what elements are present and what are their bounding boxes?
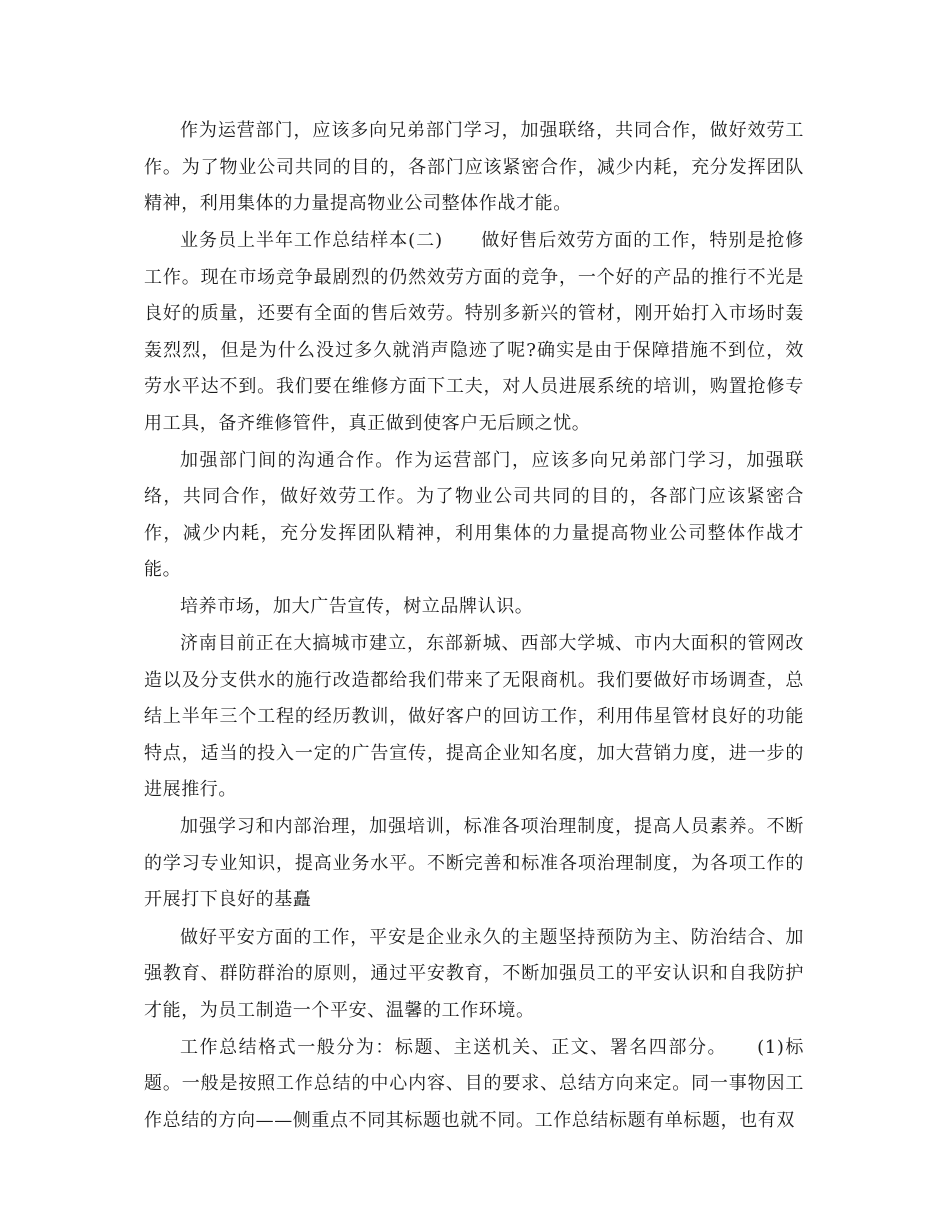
paragraph-1: 作为运营部门，应该多向兄弟部门学习，加强联络，共同合作，做好效劳工作。为了物业公司共同的目的，各部门应该紧密合作，减少内耗，充分发挥团队精神，利用集体的力量提高物业公司整体作战才能。 — [144, 120, 804, 214]
paragraph-4: 培养市场，加大广告宣传，树立品牌认识。 — [180, 596, 534, 618]
document-body — [144, 113, 804, 1140]
paragraph-7: 做好平安方面的工作，平安是企业永久的主题坚持预防为主、防治结合、加强教育、群防群治的原则，通过平安教育，不断加强员工的平安认识和自我防护才能，为员工制造一个平安、温馨的工作环境。 — [144, 926, 804, 1021]
paragraph-3: 加强部门间的沟通合作。作为运营部门，应该多向兄弟部门学习，加强联络，共同合作，做好效劳工作。为了物业公司共同的目的，各部门应该紧密合作，减少内耗，充分发挥团队精神，利用集体的力量提高物业公司整体作战才能。 — [144, 449, 804, 581]
paragraph-2: 业务员上半年工作总结样本(二) 做好售后效劳方面的工作，特别是抢修工作。现在市场竞争最剧烈的仍然效劳方面的竞争，一个好的产品的推行不光是良好的质量，还要有全面的售后效劳。特别多新兴的管材，刚开始打入市场时轰轰烈烈，但是为什么没过多久就消声隐迹了呢?确实是由于保障措施不到位，效劳水平达不到。我们要在维修方面下工夫，对人员进展系统的培训，购置抢修专用工具，备齐维修管件，真正做到使客户无后顾之忧。 — [144, 230, 804, 434]
paragraph-6: 加强学习和内部治理，加强培训，标准各项治理制度，提高人员素养。不断的学习专业知识，提高业务水平。不断完善和标准各项治理制度，为各项工作的开展打下良好的基矗 — [144, 816, 804, 911]
paragraph-8: 工作总结格式一般分为：标题、主送机关、正文、署名四部分。 (1)标题。一般是按照工作总结的中心内容、目的要求、总结方向来定。同一事物因工作总结的方向——侧重点不同其标题也就不同。工作总结标题有单标题，也有双 — [144, 1036, 804, 1131]
paragraph-5: 济南目前正在大搞城市建立，东部新城、西部大学城、市内大面积的管网改造以及分支供水的施行改造都给我们带来了无限商机。我们要做好市场调查，总结上半年三个工程的经历教训，做好客户的回访工作，利用伟星管材良好的功能特点，适当的投入一定的广告宣传，提高企业知名度，加大营销力度，进一步的进展推行。 — [144, 633, 804, 801]
